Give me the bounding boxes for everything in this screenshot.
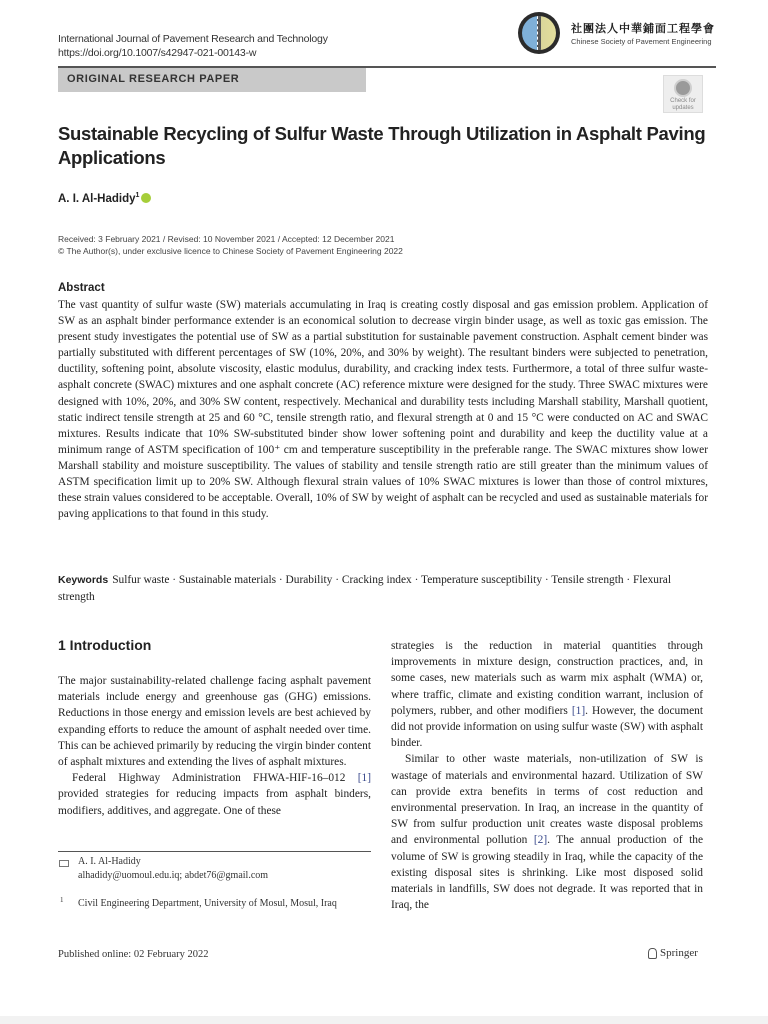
article-title: Sustainable Recycling of Sulfur Waste Through Utilization in Asphalt Paving Applications: [58, 123, 706, 168]
keywords-list: Sulfur waste · Sustainable materials · Durability · Cracking index · Temperature susceptibility · Tensile strength · Flexural strength: [58, 574, 672, 603]
doi-link[interactable]: https://doi.org/10.1007/s42947-021-00143-w: [58, 47, 257, 59]
abstract-heading: Abstract: [58, 282, 105, 294]
keywords-label: Keywords: [58, 574, 109, 586]
paragraph-text: provided strategies for reducing impacts from asphalt binders, modifiers, additives, and aggregate. One of these: [58, 788, 371, 817]
affiliation-number: 1: [60, 896, 64, 904]
affiliation: Civil Engineering Department, University of Mosul, Mosul, Iraq: [78, 898, 337, 909]
footnote-divider: [58, 851, 371, 852]
body-column-right: [391, 638, 703, 913]
paragraph-text: Federal Highway Administration FHWA-HIF-16–012: [72, 772, 358, 785]
paragraph-text: Similar to other waste materials, non-utilization of SW is wastage of materials and environmental hazard. Utilization of SW can provide extra benefits in terms of cost reduction and environmental preservation. In Iraq, an increase in the quantity of SW from sulfur production unit creates waste disposal problems and environmental pollution: [391, 753, 703, 847]
published-date: Published online: 02 February 2022: [58, 949, 209, 960]
society-logo-icon: [518, 12, 560, 54]
article-dates: Received: 3 February 2021 / Revised: 10 November 2021 / Accepted: 12 December 2021: [58, 234, 395, 244]
paragraph: [58, 770, 371, 819]
check-updates-line1: Check for: [670, 98, 696, 104]
corresponding-author: A. I. Al-Hadidy: [78, 856, 141, 867]
check-for-updates-button[interactable]: [663, 75, 703, 113]
paragraph-text: . However, the document did not provide information on using sulfur waste (SW) with asphalt binder.: [391, 704, 703, 750]
paragraph: [391, 751, 703, 913]
body-column-left: [58, 673, 371, 819]
check-updates-line2: updates: [672, 105, 694, 111]
citation-link[interactable]: [1]: [571, 704, 586, 717]
abstract-text: The vast quantity of sulfur waste (SW) materials accumulating in Iraq is creating costly disposal and gas emission problem. Application of SW as an asphalt binder performance extender is an economical solution to decrease virgin binder usage, as well as toxic gas emission. The present study investigates the potential use of SW as a partial substitution for sustainable pavement construction. Asphalt cement binder was partially substituted with different percentages of SW (10%, 20%, and 30% by weight). The resultant binders were subjected to penetration, ductility, softening point, absolute viscosity, elastic modulus, durability, and cracking index tests. Furthermore, a total of three sulfur waste-asphalt concrete (SWAC) mixtures and one asphalt concrete (AC) reference mixture were designed for the study. Three SWAC mixtures were designed with 10%, 20%, and 30% SW content, respectively. Mechanical and durability tests including Marshall stability, Marshall quotient, static indirect tensile strength at 25 and 60 °C, tensile strength ratio, and flexural strength at 0 and 15 °C were conducted on AC and SWAC mixtures. Results indicate that 10% SW-substituted binder show lower softening point and durability and keep the ductility value at a minimum range of ASTM specification of 100⁺ cm and temperature susceptibility in the preferable range. The SWAC mixtures show lower Marshall stability and moisture susceptibility. The values of stability and tensile strength ratio are still greater than the minimum values of ASTM specification limit up to 20% SW. Although flexural strain values of 10% SWAC mixtures is lower than those of control mixtures, these strain values considered to be acceptable. Overall, 10% of SW by weight of asphalt can be recycled and used as sustainable materials for paving applications to that found in this study.: [58, 299, 708, 521]
publisher-name: Springer: [660, 947, 698, 959]
copyright-notice: © The Author(s), under exclusive licence to Chinese Society of Pavement Engineering 2022: [58, 246, 403, 256]
orcid-icon[interactable]: [141, 193, 151, 203]
springer-horse-icon: [648, 948, 657, 959]
journal-name: International Journal of Pavement Research and Technology: [58, 33, 328, 45]
publisher-logo: [648, 947, 698, 959]
author-affiliation-sup: 1: [135, 192, 140, 199]
author-name[interactable]: A. I. Al-Hadidy: [58, 192, 136, 205]
society-name-chinese: 社團法人中華鋪面工程學會: [571, 23, 715, 35]
paragraph: [391, 638, 703, 751]
crossmark-icon: [674, 79, 692, 97]
page-bottom-edge: [0, 1016, 768, 1024]
citation-link[interactable]: [1]: [357, 772, 371, 785]
paragraph: The major sustainability-related challenge facing asphalt pavement materials include energy and greenhouse gas (GHG) emissions. Reductions in those energy and emission levels are best achieved by expanding efforts to reduce the amount of asphalt needed over time. This can be achieved primarily by reducing the virgin binder content of asphalt mixtures and extending the lives of asphalt mixtures.: [58, 675, 371, 769]
paragraph-text: . The annual production of the volume of SW is growing steadily in Iraq, while the capacity of the existing disposal sites is shrinking. Like most disposed solid materials in landfills, SW does not degrade. It was reported that in Iraq, the: [391, 834, 703, 912]
citation-link[interactable]: [2]: [533, 834, 548, 847]
paragraph-text: strategies is the reduction in material quantities through improvements in mixture design, construction practices, and, in some cases, new materials such as warm mix asphalt (WMA) or, where traffic, climate and existing condition warrant, inclusion of polymers, rubber, and other modifiers: [391, 640, 703, 717]
corresponding-email[interactable]: alhadidy@uomoul.edu.iq; abdet76@gmail.com: [78, 870, 269, 881]
envelope-icon: [59, 860, 69, 867]
society-name-english: Chinese Society of Pavement Engineering: [571, 37, 712, 46]
section-heading-introduction: 1 Introduction: [58, 637, 152, 653]
paper-type-label: ORIGINAL RESEARCH PAPER: [67, 73, 240, 85]
author-line: [58, 192, 151, 205]
keywords: [58, 572, 708, 605]
